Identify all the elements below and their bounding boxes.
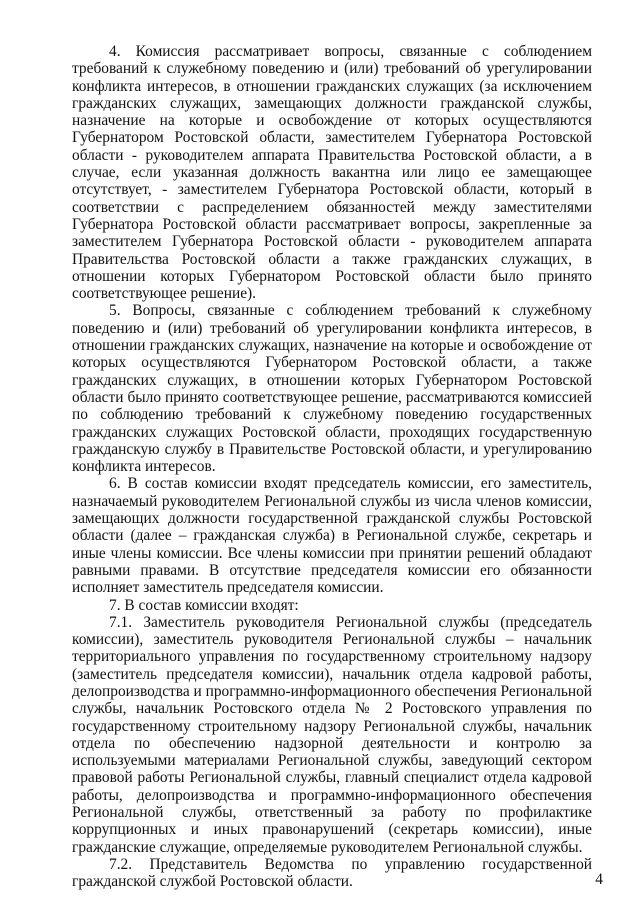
paragraph-4: 4. Комиссия рассматривает вопросы, связанные с соблюдением требований к служебному поведению и (или) требований об урегулировании конфликта интересов, в отношении гражданских служащих (за исключением гражданских служащих, замещающих должности гражданской службы, назначение на которые и освобождение от которых осуществляются Губернатором Ростовской области, заместителем Губернатора Ростовской области - руководителем аппарата Правительства Ростовской области, а в случае, если указанная должность вакантна или лицо ее замещающее отсутствует, - заместителем Губернатора Ростовской области, который в соответствии с распределением обязанностей между заместителями Губернатора Ростовской области рассматривает вопросы, закрепленные за заместителем Губернатора Ростовской области - руководителем аппарата Правительства Ростовской области а также гражданских служащих, в отношении которых Губернатором Ростовской области было принято соответствующее решение).	[72, 43, 592, 303]
paragraph-6: 6. В состав комиссии входят председатель комиссии, его заместитель, назначаемый руководителем Региональной службы из числа членов комиссии, замещающих должности государственной гражданской службы Ростовской области (далее – гражданская служба) в Региональной службе, секретарь и иные члены комиссии. Все члены комиссии при принятии решений обладают равными правами. В отсутствие председателя комиссии его обязанности исполняет заместитель председателя комиссии.	[72, 475, 592, 597]
document-body	[72, 43, 592, 891]
page-number: 4	[595, 871, 603, 888]
paragraph-7: 7. В состав комиссии входят:	[109, 596, 299, 614]
paragraph-7-2: 7.2. Представитель Ведомства по управлению государственной гражданской службой Ростовской области.	[72, 855, 592, 891]
paragraph-5: 5. Вопросы, связанные с соблюдением требований к служебному поведению и (или) требований об урегулировании конфликта интересов, в отношении гражданских служащих, назначение на которые и освобождение от которых осуществляются Губернатором Ростовской области, а также гражданских служащих, в отношении которых Губернатором Ростовской области было принято соответствующее решение, рассматриваются комиссией по соблюдению требований к служебному поведению государственных гражданских служащих Ростовской области, проходящих государственную гражданскую службу в Правительстве Ростовской области, и урегулированию конфликта интересов.	[72, 302, 592, 476]
paragraph-7-1: 7.1. Заместитель руководителя Региональной службы (председатель комиссии), заместитель руководителя Региональной службы – начальник территориального управления по государственному строительному надзору (заместитель председателя комиссии), начальник отдела кадровой работы, делопроизводства и программно-информационного обеспечения Региональной службы, начальник Ростовского отдела № 2 Ростовского управления по государственному строительному надзору Региональной службы, начальник отдела по обеспечению надзорной деятельности и контролю за используемыми материалами Региональной службы, заведующий сектором правовой работы Региональной службы, главный специалист отдела кадровой работы, делопроизводства и программно-информационного обеспечения Региональной службы, ответственный за работу по профилактике коррупционных и иных правонарушений (секретарь комиссии), иные гражданские служащие, определяемые руководителем Региональной службы.	[72, 613, 593, 856]
